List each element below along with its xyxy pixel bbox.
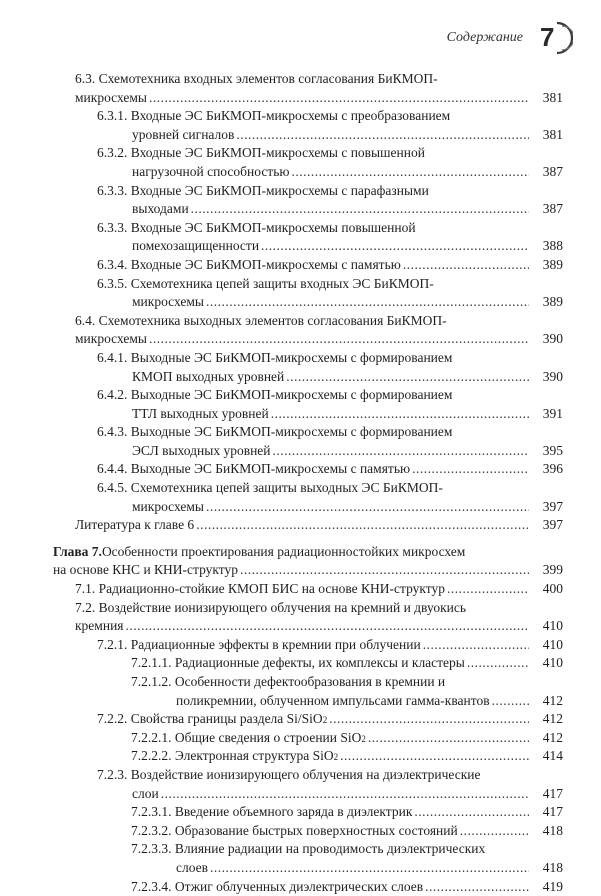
toc-entry-title: на основе КНС и КНИ-структур xyxy=(53,562,239,578)
running-header-title: Содержание xyxy=(446,30,523,45)
dot-leader xyxy=(149,330,529,349)
toc-entry-line xyxy=(97,275,530,294)
toc-entry xyxy=(0,312,601,349)
toc-entry-line xyxy=(131,822,530,841)
dot-leader xyxy=(460,822,529,841)
toc-page-number: 410 xyxy=(542,636,563,652)
toc-entry-line xyxy=(97,182,530,201)
toc-entry-title: ЭСЛ выходных уровней xyxy=(132,442,271,458)
dot-leader xyxy=(273,442,529,461)
toc-entry-text xyxy=(97,386,530,423)
toc-entry-title: нагрузочной способностью xyxy=(132,163,290,179)
toc-page-number: 414 xyxy=(542,748,563,764)
toc-entry-title: 7.2.1. Радиационные эффекты в кремнии при облучении xyxy=(97,636,421,652)
toc-entry-line: 7.2.2.1. Общие сведения о строении SiO 2 ..... xyxy=(131,729,530,748)
toc-entry xyxy=(0,710,601,729)
page-number-badge xyxy=(533,20,573,56)
toc-entry-text xyxy=(131,747,530,766)
toc-entry-title: 7.2.3.3. Влияние радиации на проводимость диэлектрических xyxy=(131,841,486,857)
toc-entry xyxy=(0,256,601,275)
toc-entry-title: 7.2.3.4. Отжиг облученных диэлектрических слоев xyxy=(131,878,424,894)
toc-page-number: 418 xyxy=(542,822,563,838)
toc-entry-text xyxy=(97,275,530,312)
toc-entry-line xyxy=(97,256,530,275)
toc-entry-line xyxy=(97,785,530,804)
toc-page-number: 387 xyxy=(542,163,563,179)
toc-entry xyxy=(0,275,601,312)
toc-entry-text xyxy=(75,70,530,107)
table-of-contents xyxy=(0,70,601,896)
toc-entry-line xyxy=(75,330,530,349)
toc-entry-title: микросхемы xyxy=(75,89,147,105)
toc-entry-line xyxy=(131,840,530,859)
toc-entry-title: 6.4.5. Схемотехника цепей защиты выходных ЭС БиКМОП- xyxy=(97,480,443,496)
toc-entry-title: 7.1. Радиационно-стойкие КМОП БИС на основе КНИ-структур xyxy=(75,581,445,597)
toc-entry-line xyxy=(97,144,530,163)
toc-entry xyxy=(0,878,601,896)
page-number: 7 xyxy=(540,22,555,52)
toc-entry-title: микросхемы xyxy=(132,498,204,514)
toc-entry-title: 7.2.2. Свойства границы раздела Si/SiO xyxy=(97,711,323,727)
dot-leader xyxy=(196,516,529,535)
toc-page-number: 412 xyxy=(542,692,563,708)
toc-entry-title: выходами xyxy=(132,201,189,217)
toc-page-number: 417 xyxy=(542,785,563,801)
toc-entry xyxy=(0,386,601,423)
toc-entry-title: 7.2. Воздействие ионизирующего облучения на кремний и двуокись xyxy=(75,599,467,615)
toc-entry-title: уровней сигналов xyxy=(132,126,235,142)
toc-page-number: 388 xyxy=(542,238,563,254)
toc-entry-title: микросхемы xyxy=(75,331,147,347)
dot-leader xyxy=(149,89,529,108)
dot-leader xyxy=(447,580,529,599)
toc-entry-title: 6.3.3. Входные ЭС БиКМОП-микросхемы повышенной xyxy=(97,219,416,235)
toc-entry-text xyxy=(131,878,530,896)
toc-entry-text xyxy=(75,312,530,349)
toc-page-number: 397 xyxy=(542,517,563,533)
toc-entry-text xyxy=(75,599,530,636)
toc-entry xyxy=(0,144,601,181)
dot-leader xyxy=(286,368,529,387)
dot-leader xyxy=(412,460,529,479)
toc-entry-title: слоев xyxy=(176,859,209,875)
toc-page-number: 395 xyxy=(542,442,563,458)
toc-entry-text xyxy=(131,803,530,822)
dot-leader xyxy=(206,293,529,312)
toc-entry-title: помехозащищенности xyxy=(132,238,260,254)
toc-entry-title: 6.3. Схемотехника входных элементов согласования БиКМОП- xyxy=(75,71,438,86)
toc-entry-line xyxy=(97,237,530,256)
toc-entry xyxy=(0,219,601,256)
toc-entry xyxy=(0,747,601,766)
toc-entry xyxy=(0,182,601,219)
dot-leader xyxy=(261,237,529,256)
toc-entry-text xyxy=(97,182,530,219)
dot-leader xyxy=(161,785,529,804)
dot-leader xyxy=(423,636,529,655)
chapter-label: Глава 7. xyxy=(53,543,102,559)
toc-entry-line xyxy=(53,561,530,580)
toc-entry-line xyxy=(97,460,530,479)
toc-entry-text xyxy=(97,219,530,256)
dot-leader xyxy=(425,878,529,896)
dot-leader xyxy=(403,256,529,275)
toc-entry-text xyxy=(97,144,530,181)
toc-page-number: 419 xyxy=(542,878,563,894)
toc-entry xyxy=(0,460,601,479)
toc-entry-text xyxy=(131,840,530,877)
toc-entry-text xyxy=(97,766,530,803)
toc-entry xyxy=(0,654,601,673)
toc-entry-text xyxy=(75,516,530,535)
running-header xyxy=(447,20,573,56)
toc-page-number: 389 xyxy=(542,256,563,272)
toc-entry-title: 6.3.2. Входные ЭС БиКМОП-микросхемы с повышенной xyxy=(97,145,425,161)
toc-page-number: 390 xyxy=(542,368,563,384)
toc-page-number: 410 xyxy=(542,618,563,634)
toc-page-number: 418 xyxy=(542,859,563,875)
toc-entry-line: 7.2.2.2. Электронная структура SiO 2 ..... xyxy=(131,747,530,766)
toc-page-number: 390 xyxy=(542,331,563,347)
toc-entry-title: 6.3.5. Схемотехника цепей защиты входных ЭС БиКМОП- xyxy=(97,275,434,291)
toc-entry xyxy=(0,636,601,655)
toc-entry-line xyxy=(75,617,530,636)
toc-entry-line xyxy=(97,498,530,517)
toc-entry-line xyxy=(97,219,530,238)
toc-entry xyxy=(0,423,601,460)
toc-entry-line xyxy=(97,479,530,498)
toc-entry xyxy=(0,673,601,710)
dot-leader xyxy=(340,747,529,766)
toc-entry-title: 6.4.2. Выходные ЭС БиКМОП-микросхемы с формированием xyxy=(97,387,453,403)
toc-entry-text xyxy=(75,580,530,599)
toc-entry-line xyxy=(97,349,530,368)
toc-entry-line xyxy=(75,89,530,108)
toc-entry-line xyxy=(97,293,530,312)
toc-page-number: 399 xyxy=(542,562,563,578)
toc-entry-text xyxy=(97,256,530,275)
toc-entry-line xyxy=(97,405,530,424)
toc-entry-title: 7.2.1.1. Радиационные дефекты, их комплексы и кластеры xyxy=(131,655,465,671)
toc-entry-title: Особенности проектирования радиационностойких микросхем xyxy=(101,543,466,559)
toc-entry-text xyxy=(131,654,530,673)
dot-leader xyxy=(191,200,529,219)
toc-page-number: 381 xyxy=(542,89,563,105)
dot-leader xyxy=(236,126,529,145)
toc-entry-title: 7.2.2.2. Электронная структура SiO xyxy=(131,748,334,764)
toc-entry-title: слои xyxy=(132,785,159,801)
toc-entry-title: 7.2.1.2. Особенности дефектообразования в кремнии и xyxy=(131,674,446,689)
toc-page-number: 412 xyxy=(542,729,563,745)
dot-leader xyxy=(271,405,529,424)
toc-entry xyxy=(0,516,601,535)
toc-entry-line xyxy=(75,70,530,89)
toc-entry-line xyxy=(131,692,530,711)
toc-page-number: 417 xyxy=(542,804,563,820)
toc-entry-title: 7.2.3.1. Введение объемного заряда в диэлектрик xyxy=(131,804,413,820)
toc-page-number: 410 xyxy=(542,655,563,671)
toc-entry-line xyxy=(97,766,530,785)
toc-entry-text xyxy=(97,423,530,460)
toc-entry-line xyxy=(97,126,530,145)
toc-entry-title: 6.3.1. Входные ЭС БиКМОП-микросхемы с преобразованием xyxy=(97,108,451,124)
toc-entry xyxy=(0,107,601,144)
toc-entry-line xyxy=(53,543,530,562)
dot-leader xyxy=(210,859,529,878)
toc-entry-line xyxy=(75,516,530,535)
toc-entry-line xyxy=(131,673,530,692)
toc-entry-text xyxy=(97,460,530,479)
toc-page-number: 387 xyxy=(542,201,563,217)
toc-entry-title: Литература к главе 6 xyxy=(75,517,195,533)
toc-entry-title: 7.2.3. Воздействие ионизирующего облучения на диэлектрические xyxy=(97,766,481,782)
toc-entry-line xyxy=(97,368,530,387)
toc-entry-title: поликремнии, облученном импульсами гамма-квантов xyxy=(176,692,490,708)
dot-leader xyxy=(467,654,529,673)
toc-entry-title: микросхемы xyxy=(132,294,204,310)
toc-entry-text xyxy=(131,822,530,841)
toc-entry-line xyxy=(97,163,530,182)
toc-entry-text xyxy=(131,729,530,748)
toc-entry-title: 6.4.4. Выходные ЭС БиКМОП-микросхемы с памятью xyxy=(97,461,411,477)
toc-entry-line xyxy=(97,386,530,405)
toc-entry-text xyxy=(131,673,530,710)
toc-page-number: 400 xyxy=(542,581,563,597)
toc-page-number: 396 xyxy=(542,461,563,477)
toc-entry-text xyxy=(97,479,530,516)
toc-page-number: 389 xyxy=(542,294,563,310)
dot-leader xyxy=(126,617,529,636)
dot-leader xyxy=(291,163,529,182)
toc-entry xyxy=(0,766,601,803)
toc-entry-line xyxy=(97,423,530,442)
toc-entry-line xyxy=(131,878,530,896)
toc-entry-title: 7.2.3.2. Образование быстрых поверхностных состояний xyxy=(131,822,458,838)
toc-entry-title: 6.4.1. Выходные ЭС БиКМОП-микросхемы с формированием xyxy=(97,349,453,365)
toc-entry-line xyxy=(75,312,530,331)
toc-entry-text xyxy=(97,636,530,655)
dot-leader xyxy=(368,729,529,748)
toc-page-number: 391 xyxy=(542,405,563,421)
toc-entry-title: кремния xyxy=(75,618,124,634)
toc-entry-line xyxy=(97,636,530,655)
toc-entry-line xyxy=(97,442,530,461)
toc-entry xyxy=(0,70,601,107)
toc-entry-line xyxy=(75,580,530,599)
dot-leader xyxy=(240,561,529,580)
toc-entry xyxy=(0,479,601,516)
toc-entry-text xyxy=(97,710,530,729)
toc-entry xyxy=(0,729,601,748)
toc-entry xyxy=(0,840,601,877)
dot-leader xyxy=(329,710,529,729)
toc-entry-title: КМОП выходных уровней xyxy=(132,368,285,384)
toc-page-number: 381 xyxy=(542,126,563,142)
toc-entry-line xyxy=(97,200,530,219)
toc-entry-line xyxy=(131,654,530,673)
dot-leader xyxy=(492,692,529,711)
toc-entry xyxy=(0,803,601,822)
toc-entry-line xyxy=(131,859,530,878)
toc-entry-title: 6.4. Схемотехника выходных элементов согласования БиКМОП- xyxy=(75,312,447,328)
toc-entry xyxy=(0,580,601,599)
toc-page-number: 397 xyxy=(542,498,563,514)
toc-entry-line xyxy=(97,107,530,126)
toc-page-number: 412 xyxy=(542,711,563,727)
toc-entry-line xyxy=(75,599,530,618)
toc-entry-text xyxy=(53,543,530,580)
toc-entry xyxy=(0,349,601,386)
toc-entry-line xyxy=(131,803,530,822)
toc-entry xyxy=(0,543,601,580)
toc-entry-title: 6.3.3. Входные ЭС БиКМОП-микросхемы с парафазными xyxy=(97,182,429,198)
dot-leader xyxy=(414,803,529,822)
toc-entry-title: ТТЛ выходных уровней xyxy=(132,405,269,421)
toc-entry-title: 6.4.3. Выходные ЭС БиКМОП-микросхемы с формированием xyxy=(97,424,453,440)
toc-entry xyxy=(0,599,601,636)
toc-entry-text xyxy=(97,107,530,144)
toc-entry xyxy=(0,822,601,841)
toc-entry-line: 7.2.2. Свойства границы раздела Si/SiO 2 ..... xyxy=(97,710,530,729)
toc-entry-text xyxy=(97,349,530,386)
toc-entry-title: 7.2.2.1. Общие сведения о строении SiO xyxy=(131,729,362,745)
dot-leader xyxy=(206,498,529,517)
toc-entry-title: 6.3.4. Входные ЭС БиКМОП-микросхемы с памятью xyxy=(97,256,401,272)
